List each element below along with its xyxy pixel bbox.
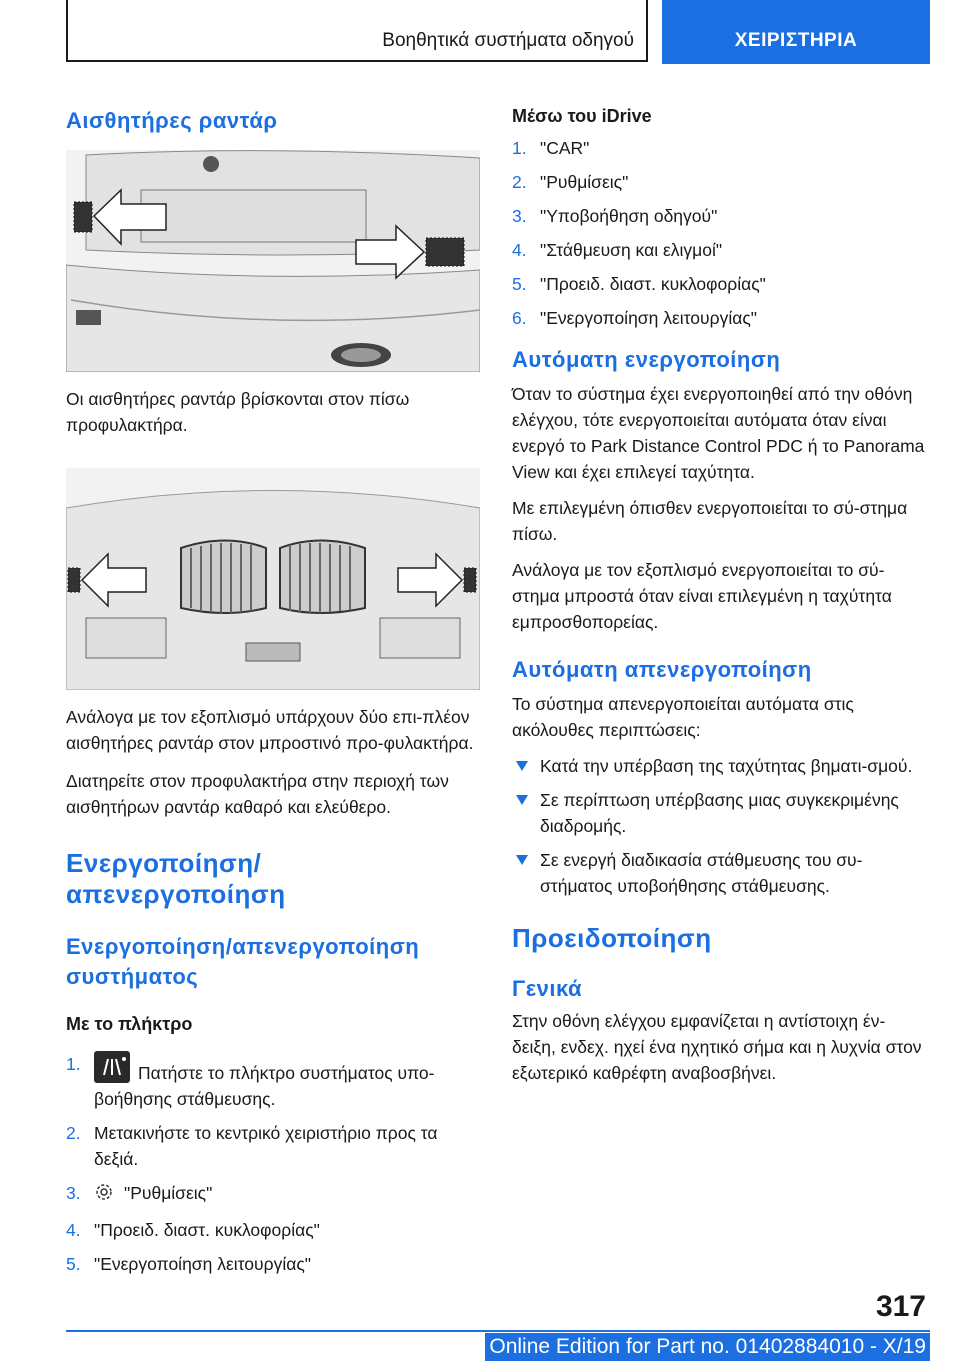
header-tab-label: ΧΕΙΡΙΣΤΗΡΙΑ [734,30,858,51]
heading-system-activation: Ενεργοποίηση/απενεργοποίηση συστήματος [66,934,420,989]
header-box [66,0,648,62]
front-bumper-figure [66,468,480,690]
button-steps-list [66,1051,480,1277]
list-item [66,1120,480,1172]
step-text: "Ρυθμίσεις" [124,1183,213,1203]
step-text: "Προειδ. διαστ. κυκλοφορίας" [540,274,766,294]
front-bumper-illustration [66,468,480,690]
parking-assist-button-icon [94,1051,130,1083]
step-text: "CAR" [540,138,590,158]
footer-edition: Online Edition for Part no. 01402884010 - X/19 [485,1333,930,1361]
triangle-bullet-icon [516,855,528,865]
heading-activation: Ενεργοποίηση/απενεργοποίηση [66,848,286,909]
bullet-text: Κατά την υπέρβαση της ταχύτητας βηματι-σμού. [540,756,913,776]
list-item [512,753,926,779]
para-auto-off: Το σύστημα απενεργοποιείται αυτόματα στις ακόλουθες περιπτώσεις: [512,694,854,740]
idrive-steps-list [512,135,926,331]
step-number: 4. [66,1220,81,1240]
heading-general: Γενικά [512,976,583,1001]
step-text: "Ενεργοποίηση λειτουργίας" [540,308,757,328]
list-item [66,1217,480,1243]
para-auto-on-1: Όταν το σύστημα έχει ενεργοποιηθεί από την οθόνη ελέγχου, τότε ενεργοποιείται αυτόματα όταν είναι ενεργό το Park Distance Control PDC ή το Panorama View και έχει επιλεγεί ταχύτητα. [512,384,925,482]
para-auto-on-3: Ανάλογα με τον εξοπλισμό ενεργοποιείται το σύ-στημα μπροστά όταν είναι επιλεγμένη η ταχύτητα εμπροσθοπορείας. [512,560,892,632]
step-text: "Υποβοήθηση οδηγού" [540,206,718,226]
heading-auto-activation: Αυτόματη ενεργοποίηση [512,347,781,372]
step-text: "Ρυθμίσεις" [540,172,629,192]
auto-off-bullets [512,753,926,899]
bullet-text: Σε περίπτωση υπέρβασης μιας συγκεκριμένης διαδρομής. [540,790,899,836]
step-number: 1. [66,1054,81,1074]
step-number: 4. [512,240,527,260]
heading-auto-deactivation: Αυτόματη απενεργοποίηση [512,657,812,682]
step-text: Πατήστε το πλήκτρο συστήματος υπο-βοήθησης στάθμευσης. [94,1063,435,1109]
step-number: 5. [512,274,527,294]
para-general: Στην οθόνη ελέγχου εμφανίζεται η αντίστοιχη έν-δειξη, ενδεχ. ηχεί ένα ηχητικό σήμα και η λυχνία στον εξωτερικό καθρέφτη αναβοσβήνει. [512,1011,922,1083]
list-item [512,237,926,263]
heading-via-idrive: Μέσω του iDrive [512,106,652,126]
step-text: "Στάθμευση και ελιγμοί" [540,240,723,260]
triangle-bullet-icon [516,795,528,805]
step-number: 3. [512,206,527,226]
triangle-bullet-icon [516,761,528,771]
step-number: 6. [512,308,527,328]
step-text: "Προειδ. διαστ. κυκλοφορίας" [94,1220,320,1240]
page-header [66,0,930,64]
right-column [512,96,926,1086]
step-text: "Ενεργοποίηση λειτουργίας" [94,1254,311,1274]
header-tab [662,0,930,64]
step-number: 1. [512,138,527,158]
left-column [66,96,480,1285]
rear-bumper-illustration [66,150,480,372]
step-number: 2. [66,1123,81,1143]
list-item [512,135,926,161]
heading-warning: Προειδοποίηση [512,923,712,953]
para-front-sensors: Ανάλογα με τον εξοπλισμό υπάρχουν δύο επι-πλέον αισθητήρες ραντάρ στον μπροστινό προ-φυλακτήρα. [66,707,474,753]
list-item [512,203,926,229]
list-item [512,271,926,297]
step-text: Μετακινήστε το κεντρικό χειριστήριο προς τα δεξιά. [94,1123,438,1169]
list-item [512,305,926,331]
heading-radar-sensors: Αισθητήρες ραντάρ [66,108,278,133]
list-item [512,169,926,195]
rear-bumper-figure [66,150,480,372]
para-keep-clean: Διατηρείτε στον προφυλακτήρα στην περιοχή των αισθητήρων ραντάρ καθαρό και ελεύθερο. [66,771,449,817]
list-item [512,787,926,839]
footer-rule [66,1330,930,1332]
para-auto-on-2: Με επιλεγμένη όπισθεν ενεργοποιείται το σύ-στημα πίσω. [512,498,908,544]
bullet-text: Σε ενεργή διαδικασία στάθμευσης του συ-στήματος υποβοήθησης στάθμευσης. [540,850,863,896]
page-number: 317 [875,1290,926,1323]
list-item [66,1180,480,1209]
list-item [512,847,926,899]
para-rear-sensors: Οι αισθητήρες ραντάρ βρίσκονται στον πίσω προφυλακτήρα. [66,389,410,435]
step-number: 3. [66,1183,81,1203]
heading-with-button: Με το πλήκτρο [66,1014,193,1034]
step-number: 5. [66,1254,81,1274]
gear-icon [94,1182,114,1209]
header-title: Βοηθητικά συστήματα οδηγού [382,30,634,51]
list-item [66,1251,480,1277]
list-item [66,1051,480,1112]
step-number: 2. [512,172,527,192]
